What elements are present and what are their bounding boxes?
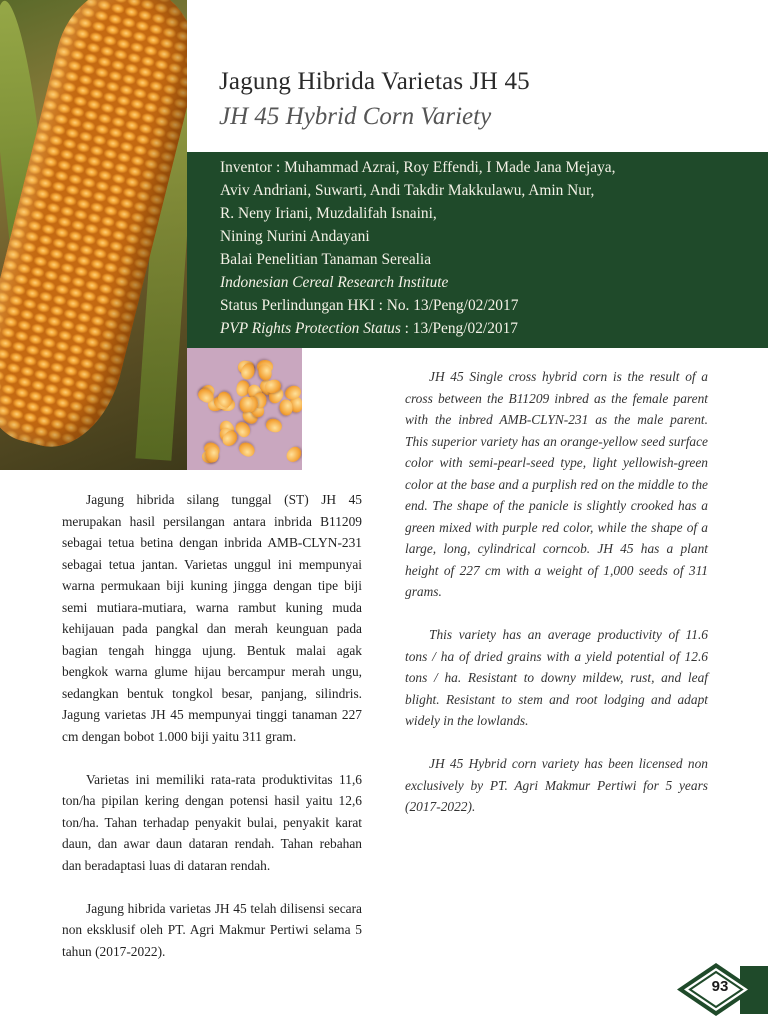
inventor-line: Nining Nurini Andayani [220,228,370,245]
indonesian-paragraph: Jagung hibrida varietas JH 45 telah dilisensi secara non eksklusif oleh PT. Agri Makmur Pertiwi selama 5 tahun (2017-2022). [62,900,362,959]
inventor-line: R. Neny Iriani, Muzdalifah Isnaini, [220,205,437,222]
indonesian-paragraph: Jagung hibrida silang tunggal (ST) JH 45 merupakan hasil persilangan antara inbrida B11209 sebagai tetua betina dengan inbrida AMB-CLYN-231 sebagai tetua jantan. Varietas unggul ini mempunyai warna permukaan biji kuning jingga dengan tipe biji semi mutiara-mutiara, warna rambut kuning muda kehijauan pada pangkal dan merah keunguan pada bagian tengah hingga ujung. Bentuk malai agak bengkok warna glume hijau bercampur merah ungu, sedangkan bentuk tongkol besar, panjang, silindris. Jagung varietas JH 45 mempunyai tinggi tanaman 227 cm dengan bobot 1.000 biji yaitu 311 gram. [62,492,362,744]
inventor-line: Inventor : Muhammad Azrai, Roy Effendi, I Made Jana Mejaya, [220,159,616,176]
protection-status-value: : 13/Peng/02/2017 [400,320,518,337]
inventor-line: Aviv Andriani, Suwarti, Andi Takdir Makkulawu, Amin Nur, [220,182,595,199]
indonesian-paragraph: Varietas ini memiliki rata-rata produktivitas 11,6 ton/ha pipilan kering dengan potensi hasil yaitu 12,6 ton/ha. Tahan terhadap penyakit bulai, penyakit karat daun, dan awar daun dataran rendah. Tahan rebahan dan beradaptasi luas di dataran rendah. [62,771,362,873]
corn-seed [284,445,302,466]
inventor-info-panel [187,152,768,348]
corn-seed [264,416,283,434]
page-subtitle-english: JH 45 Hybrid Corn Variety [219,103,492,130]
corn-cob-photo [0,0,187,470]
corn-seed [237,440,257,459]
english-description [405,366,708,839]
page-title: Jagung Hibrida Varietas JH 45 [219,68,530,95]
protection-status-label: PVP Rights Protection Status [220,320,401,337]
institute-name-english: Indonesian Cereal Research Institute [220,274,449,291]
corn-seeds-photo [187,348,302,470]
english-paragraph: JH 45 Single cross hybrid corn is the result of a cross between the B11209 inbred as the female parent with the inbred AMB-CLYN-231 as the male parent. This superior variety has an orange-yellow seed surface color with semi-pearl-seed type, light yellowish-green color at the base and a purplish red on the middle to the end. The shape of the panicle is slightly crooked has a green mixed with purple red color, while the shape of a large, long, cylindrical corncob. JH 45 has a plant height of 227 cm with a weight of 1,000 seeds of 311 grams. [405,369,708,599]
protection-status: Status Perlindungan HKI : No. 13/Peng/02/2017 [220,297,519,314]
protection-status-english [220,320,518,338]
institute-name: Balai Penelitian Tanaman Serealia [220,251,432,268]
page-number: 93 [711,978,729,995]
corn-seed [205,446,219,463]
english-paragraph: JH 45 Hybrid corn variety has been licensed non exclusively by PT. Agri Makmur Pertiwi for 5 years (2017-2022). [405,756,708,814]
indonesian-description [62,489,362,984]
english-paragraph: This variety has an average productivity of 11.6 tons / ha of dried grains with a yield potential of 12.6 tons / ha. Resistant to downy mildew, rust, and leaf blight. Resistant to stem and root lodging and adapt widely in the lowlands. [405,627,708,728]
